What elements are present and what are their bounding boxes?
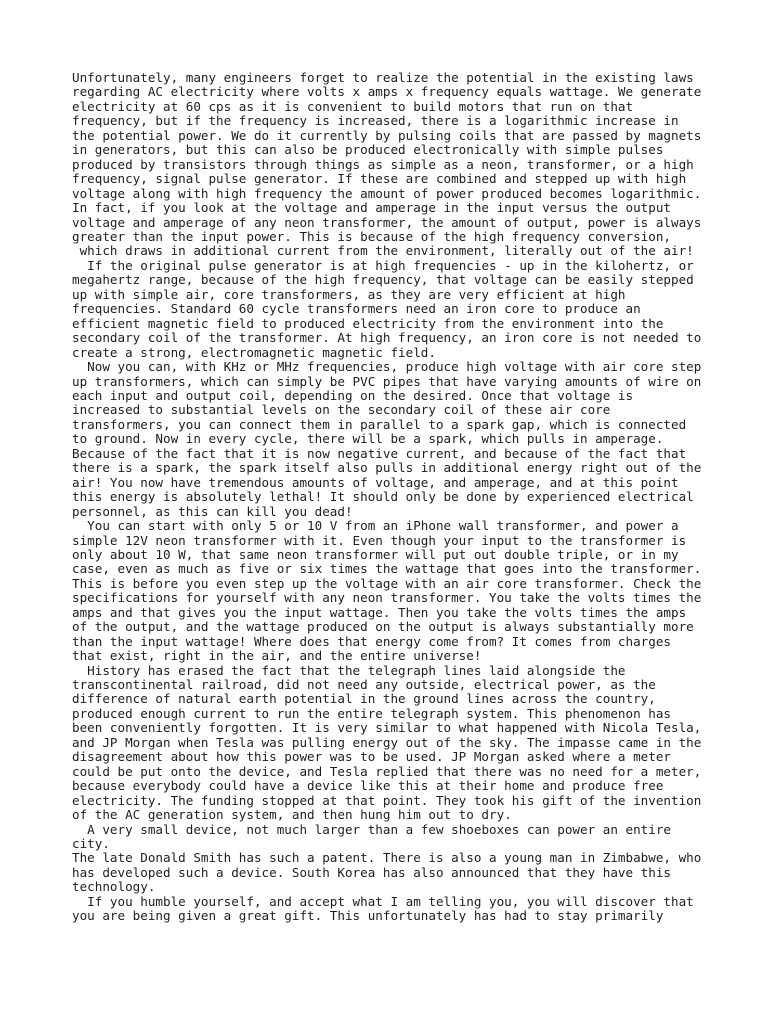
paragraph: History has erased the fact that the telegraph lines laid alongside the transcontinental railroad, did not need any outside, electrical power, as the difference of natural earth potential in the ground lines across the country, produced enough current to run the entire telegraph system. This phenomenon has been conveniently forgotten. It is very similar to what happened with Nicola Tesla, and JP Morgan when Tesla was pulling energy out of the sky. The impasse came in the disagreement about how this power was to be used. JP Morgan asked where a meter could be put onto the device, and Tesla replied that there was no need for a meter, because everybody could have a device like this at their home and produce free electricity. The funding stopped at that point. They took his gift of the invention of the AC generation system, and then hung him out to dry.: [72, 662, 702, 823]
paragraph: If you humble yourself, and accept what I am telling you, you will discover that you are being given a great gift. This unfortunately has had to stay primarily: [72, 893, 694, 924]
paragraph: A very small device, not much larger than a few shoeboxes can power an entire city.: [72, 821, 671, 852]
paragraph: If the original pulse generator is at high frequencies - up in the kilohertz, or megahertz range, because of the high frequency, that voltage can be easily stepped up with simple air, core transformers, as they are very efficient at high frequencies. Standard 60 cycle transformers need an iron core to produce an efficient magnetic field to produced electricity from the environment into the secondary coil of the transformer. At high frequency, an iron core is not needed to create a strong, electromagnetic magnetic field.: [72, 257, 702, 360]
paragraph: Now you can, with KHz or MHz frequencies, produce high voltage with air core step up transformers, which can simply be PVC pipes that have varying amounts of wire on each input and output coil, depending on the desired. Once that voltage is increased to substantial levels on the secondary coil of these air core transformers, you can connect them in parallel to a spark gap, which is connected to ground. Now in every cycle, there will be a spark, which pulls in amperage. Because of the fact that it is now negative current, and because of the fact that there is a spark, the spark itself also pulls in additional energy right out of the air! You now have tremendous amounts of voltage, and amperage, and at this point this energy is absolutely lethal! It should only be done by experienced electrical personnel, as this can kill you dead!: [72, 359, 702, 519]
paragraph: The late Donald Smith has such a patent. There is also a young man in Zimbabwe, who has developed such a device. South Korea has also announced that they have this technology.: [72, 850, 702, 895]
document-page: [72, 71, 712, 924]
paragraph: Unfortunately, many engineers forget to realize the potential in the existing laws regarding AC electricity where volts x amps x frequency equals wattage. We generate electricity at 60 cps as it is convenient to build motors that run on that frequency, but if the frequency is increased, there is a logarithmic increase in the potential power. We do it currently by pulsing coils that are passed by magnets in generators, but this can also be produced electronically with simple pulses produced by transistors through things as simple as a neon, transformer, or a high frequency, signal pulse generator. If these are combined and stepped up with high voltage along with high frequency the amount of power produced becomes logarithmic. In fact, if you look at the voltage and amperage in the input versus the output voltage and amperage of any neon transformer, the amount of output, power is always greater than the input power. This is because of the high frequency conversion, which draws in additional current from the environment, literally out of the air!: [72, 70, 702, 259]
paragraph: You can start with only 5 or 10 V from an iPhone wall transformer, and power a simple 12V neon transformer with it. Even though your input to the transformer is only about 10 W, that same neon transformer will put out double triple, or in my case, even as much as five or six times the wattage that goes into the transformer. This is before you even step up the voltage with an air core transformer. Check the specifications for yourself with any neon transformer. You take the volts times the amps and that gives you the input wattage. Then you take the volts times the amps of the output, and the wattage produced on the output is always substantially more than the input wattage! Where does that energy come from? It comes from charges that exist, right in the air, and the entire universe!: [72, 518, 702, 664]
